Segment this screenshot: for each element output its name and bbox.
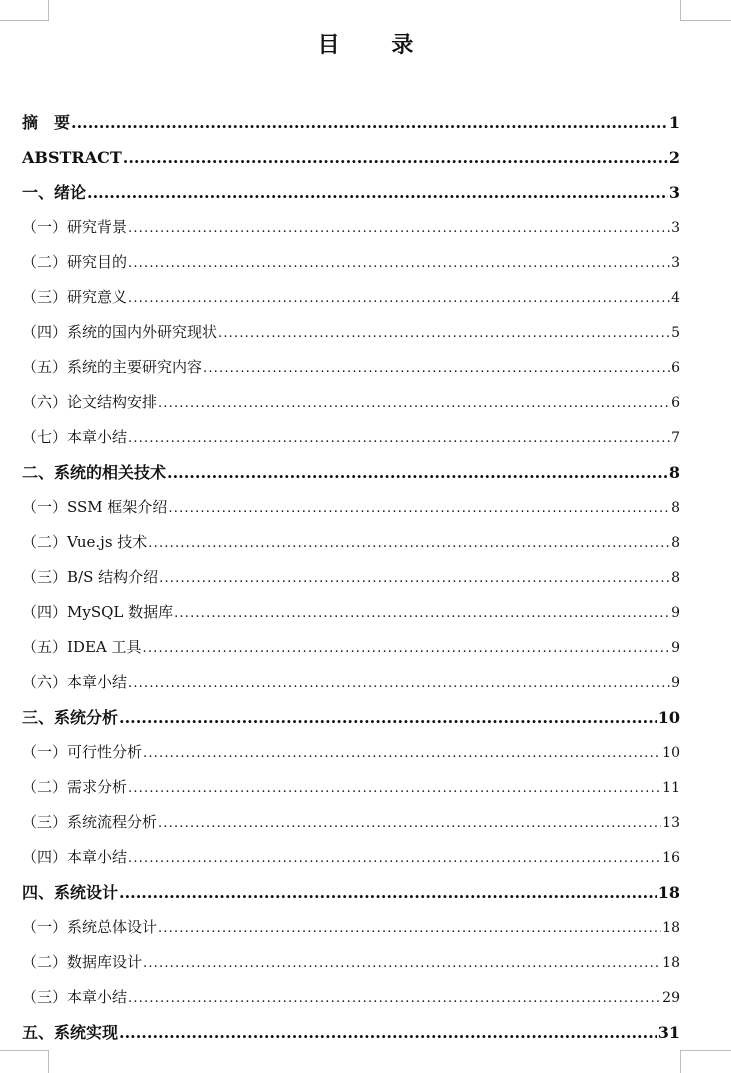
- toc-entry-label: （一）系统总体设计: [22, 918, 158, 936]
- toc-entry[interactable]: [22, 665, 680, 700]
- toc-entry-label: （四）MySQL 数据库: [22, 603, 174, 621]
- toc-entry-label: （五）IDEA 工具: [22, 638, 142, 656]
- toc-entry-page-number: 18: [657, 883, 680, 902]
- toc-entry[interactable]: [22, 140, 680, 175]
- toc-entry-page-number: 13: [662, 815, 680, 831]
- toc-entry[interactable]: [22, 315, 680, 350]
- toc-entry-label: （二）研究目的: [22, 253, 128, 271]
- toc-entry-label: （一）可行性分析: [22, 743, 143, 761]
- toc-entry-label: 一、绪论: [22, 183, 87, 202]
- toc-entry[interactable]: [22, 350, 680, 385]
- toc-entry[interactable]: [22, 280, 680, 315]
- toc-entry[interactable]: [22, 735, 680, 770]
- toc-leader-dots: [203, 351, 670, 386]
- toc-leader-dots: [159, 561, 670, 596]
- toc-entry[interactable]: [22, 595, 680, 630]
- toc-entry-label: （二）Vue.js 技术: [22, 533, 148, 551]
- toc-leader-dots: [143, 631, 671, 666]
- toc-entry-page-number: 4: [671, 290, 680, 306]
- toc-entry[interactable]: [22, 210, 680, 245]
- toc-entry-page-number: 1: [668, 113, 680, 132]
- toc-entry[interactable]: [22, 490, 680, 525]
- toc-entry[interactable]: [22, 840, 680, 875]
- toc-entry-label: （四）系统的国内外研究现状: [22, 323, 218, 341]
- toc-entry[interactable]: [22, 630, 680, 665]
- toc-entry-page-number: 31: [657, 1023, 680, 1042]
- toc-entry-label: （五）系统的主要研究内容: [22, 358, 203, 376]
- page-corner-mark-bottom-left: [0, 1050, 49, 1073]
- toc-entry-page-number: 8: [671, 570, 680, 586]
- toc-leader-dots: [158, 911, 661, 946]
- toc-leader-dots: [128, 421, 670, 456]
- toc-entry[interactable]: [22, 245, 680, 280]
- toc-leader-dots: [128, 981, 661, 1016]
- toc-entry[interactable]: [22, 175, 680, 210]
- toc-entry-page-number: 6: [671, 360, 680, 376]
- toc-entry-page-number: 16: [662, 850, 680, 866]
- toc-leader-dots: [128, 841, 661, 876]
- toc-leader-dots: [119, 700, 657, 735]
- toc-entry-label: （三）B/S 结构介绍: [22, 568, 159, 586]
- table-of-contents: [22, 105, 680, 1050]
- toc-leader-dots: [87, 175, 668, 210]
- toc-entry-page-number: 3: [671, 220, 680, 236]
- toc-entry-label: （六）本章小结: [22, 673, 128, 691]
- toc-leader-dots: [143, 736, 661, 771]
- page-corner-mark-top-right: [680, 0, 731, 21]
- toc-entry-page-number: 29: [662, 990, 680, 1006]
- page-title: 目 录: [317, 32, 436, 58]
- toc-entry-page-number: 10: [657, 708, 680, 727]
- toc-leader-dots: [71, 105, 668, 140]
- toc-entry-page-number: 9: [671, 675, 680, 691]
- toc-entry-label: （六）论文结构安排: [22, 393, 158, 411]
- toc-entry-page-number: 9: [671, 605, 680, 621]
- toc-entry-page-number: 18: [662, 920, 680, 936]
- toc-entry[interactable]: [22, 770, 680, 805]
- toc-entry-page-number: 3: [668, 183, 680, 202]
- toc-entry-page-number: 6: [671, 395, 680, 411]
- toc-entry-page-number: 2: [668, 148, 680, 167]
- toc-entry[interactable]: [22, 420, 680, 455]
- toc-entry-page-number: 8: [671, 500, 680, 516]
- toc-leader-dots: [148, 526, 670, 561]
- toc-entry-page-number: 10: [662, 745, 680, 761]
- toc-entry[interactable]: [22, 455, 680, 490]
- toc-leader-dots: [123, 140, 668, 175]
- toc-entry[interactable]: [22, 105, 680, 140]
- toc-entry-page-number: 3: [671, 255, 680, 271]
- toc-leader-dots: [128, 246, 670, 281]
- toc-entry[interactable]: [22, 560, 680, 595]
- toc-entry-page-number: 7: [671, 430, 680, 446]
- toc-entry-label: （二）需求分析: [22, 778, 128, 796]
- toc-leader-dots: [158, 806, 661, 841]
- toc-entry-label: （三）研究意义: [22, 288, 128, 306]
- toc-entry[interactable]: [22, 875, 680, 910]
- toc-leader-dots: [158, 386, 670, 421]
- page-corner-mark-bottom-right: [680, 1050, 731, 1073]
- toc-leader-dots: [174, 596, 670, 631]
- toc-entry-page-number: 8: [671, 535, 680, 551]
- toc-entry-label: （七）本章小结: [22, 428, 128, 446]
- toc-entry-label: （一）SSM 框架介绍: [22, 498, 168, 516]
- toc-entry-page-number: 8: [668, 463, 680, 482]
- toc-entry-label: （四）本章小结: [22, 848, 128, 866]
- toc-leader-dots: [128, 281, 670, 316]
- toc-entry-label: （一）研究背景: [22, 218, 128, 236]
- toc-leader-dots: [119, 875, 657, 910]
- toc-entry-page-number: 18: [662, 955, 680, 971]
- toc-entry[interactable]: [22, 385, 680, 420]
- toc-entry-page-number: 11: [662, 780, 680, 796]
- toc-leader-dots: [128, 771, 661, 806]
- toc-entry[interactable]: [22, 945, 680, 980]
- toc-entry[interactable]: [22, 700, 680, 735]
- toc-entry-label: 五、系统实现: [22, 1023, 119, 1042]
- toc-entry-page-number: 9: [671, 640, 680, 656]
- toc-entry-label: （三）本章小结: [22, 988, 128, 1006]
- page-corner-mark-top-left: [0, 0, 49, 21]
- toc-leader-dots: [128, 666, 670, 701]
- toc-entry[interactable]: [22, 1015, 680, 1050]
- toc-leader-dots: [128, 211, 670, 246]
- toc-entry[interactable]: [22, 805, 680, 840]
- toc-leader-dots: [119, 1015, 657, 1050]
- toc-leader-dots: [143, 946, 661, 981]
- toc-leader-dots: [218, 316, 670, 351]
- toc-entry-label: 二、系统的相关技术: [22, 463, 167, 482]
- toc-entry-label: 四、系统设计: [22, 883, 119, 902]
- toc-leader-dots: [167, 455, 668, 490]
- toc-entry[interactable]: [22, 525, 680, 560]
- toc-entry-label: （二）数据库设计: [22, 953, 143, 971]
- toc-entry-page-number: 5: [671, 325, 680, 341]
- toc-leader-dots: [168, 491, 670, 526]
- toc-entry-label: ABSTRACT: [22, 148, 122, 167]
- toc-entry-label: 三、系统分析: [22, 708, 119, 727]
- toc-entry[interactable]: [22, 910, 680, 945]
- toc-entry[interactable]: [22, 980, 680, 1015]
- toc-entry-label: （三）系统流程分析: [22, 813, 158, 831]
- toc-entry-label: 摘 要: [22, 113, 71, 132]
